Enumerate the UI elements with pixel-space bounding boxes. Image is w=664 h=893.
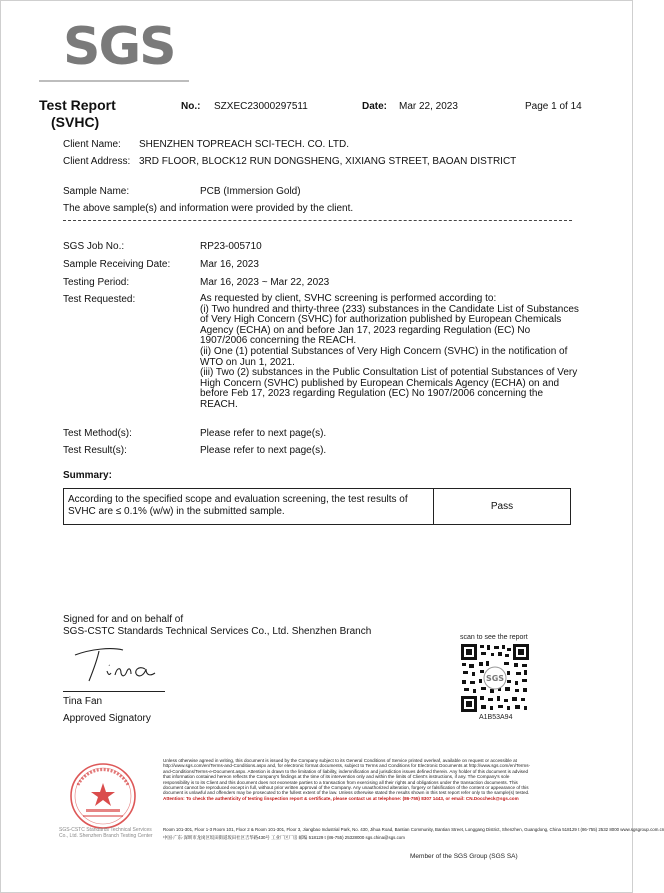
client-name-value: SHENZHEN TOPREACH SCI-TECH. CO. LTD. [139, 139, 350, 150]
sample-name-label: Sample Name: [63, 186, 130, 197]
report-subtitle: (SVHC) [51, 114, 100, 130]
summary-text: According to the specified scope and evaluation screening, the test results of SVHC are ≤ 0.1% (w/w) in the submitted sample. [64, 489, 434, 524]
summary-heading: Summary: [63, 470, 112, 481]
stamp-caption: SGS-CSTC Standards Technical Services Co., Ltd. Shenzhen Branch Testing Center [59, 827, 153, 839]
summary-result: Pass [490, 501, 514, 512]
testing-period-label: Testing Period: [63, 277, 130, 288]
test-requested-label: Test Requested: [63, 294, 136, 305]
signer-name: Tina Fan [63, 696, 103, 707]
test-requested-text [200, 294, 580, 411]
qr-caption: scan to see the report [460, 634, 528, 641]
client-name-label: Client Name: [63, 139, 121, 150]
report-no-value: SZXEC23000297511 [214, 101, 308, 112]
test-method-label: Test Method(s): [63, 428, 132, 439]
dashed-divider [63, 220, 572, 221]
report-no-label: No.: [181, 101, 201, 112]
page-number: Page 1 of 14 [525, 101, 582, 112]
signer-role: Approved Signatory [63, 713, 151, 724]
job-no-value: RP23-005710 [200, 241, 262, 252]
sgs-member: Member of the SGS Group (SGS SA) [410, 853, 518, 860]
qr-code-icon[interactable] [460, 643, 530, 713]
client-address-value: 3RD FLOOR, BLOCK12 RUN DONGSHENG, XIXIANG STREET, BAOAN DISTRICT [139, 156, 517, 167]
address-cn: 中国·广东·深圳市龙岗区坂田街道坂田社区吉华路430号 工业厂区厂房 邮编 518129 t (86-755) 25328000 sgs.china@sgs.com [163, 835, 405, 840]
sample-name-value: PCB (Immersion Gold) [200, 186, 301, 197]
job-no-label: SGS Job No.: [63, 241, 125, 252]
requested-line: As requested by client, SVHC screening is performed according to: [200, 293, 497, 304]
qr-code-text: A1B53A94 [479, 714, 513, 721]
address-en: Room 101-301, Floor 1-3 Room 101, Floor 2 & Room 101-301, Floor 3, Jiangbao Industrial Park, No. 430, Jihua Road, Bantian Community, Bantian Street, Longgang District, Shenzhen, Guangdong, China 518129 t (86-755) 2532 8000 www.sgsgroup.com.cn [163, 827, 664, 832]
handwritten-signature [71, 641, 161, 686]
requested-line: (i) Two hundred and thirty-three (233) substances in the Candidate List of Substances of Very High Concern (SVHC) for authorization published by European Chemicals Agency (ECHA) on and before Jan 17, 2023 regarding Regulation (EC) No 1907/2006 concerning the REACH. [200, 303, 579, 347]
signed-line2: SGS-CSTC Standards Technical Services Co., Ltd. Shenzhen Branch [63, 626, 372, 637]
logo-underline [39, 79, 189, 84]
client-address-label: Client Address: [63, 156, 131, 167]
attention-text: Attention: To check the authenticity of testing /inspection report & certificate, please contact us at telephone: (86-755) 8307 1443, or email: CN.Doccheck@sgs.com [163, 795, 519, 801]
receiving-date-label: Sample Receiving Date: [63, 259, 171, 270]
summary-table [63, 488, 571, 525]
sgs-logo: SGS [63, 17, 175, 77]
requested-line: (iii) Two (2) substances in the Public Consultation List of potential Substances of Very High Concern (SVHC) published by European Chemicals Agency (ECHA) on and before Feb 17, 2023 regarding Regulation (EC) No 1907/2006 concerning the REACH. [200, 367, 578, 410]
test-result-label: Test Result(s): [63, 445, 127, 456]
test-method-value: Please refer to next page(s). [200, 428, 327, 439]
report-title: Test Report [39, 97, 116, 113]
report-date-value: Mar 22, 2023 [399, 101, 458, 112]
sample-note: The above sample(s) and information were provided by the client. [63, 203, 354, 214]
test-result-value: Please refer to next page(s). [200, 445, 327, 456]
footer-address [163, 826, 664, 842]
fine-print-text: Unless otherwise agreed in writing, this document is issued by the Company subject to its General Conditions of Service printed overleaf, available on request or accessible at http://www.sgs.com/en/Terms-and-Conditions.aspx and, for electronic format documents, subject to Terms and Conditions for Electronic Documents at http://www.sgs.com/en/Terms-and-Conditions/Terms-e-Document.aspx. Attention is drawn to the limitation of liability, indemnification and jurisdiction issues defined therein. Any holder of this document is advised that information contained hereon reflects the Company's findings at the time of its intervention only and within the limits of Client's instructions, if any. The Company's sole responsibility is to its Client and this document does not exonerate parties to a transaction from exercising all their rights and obligations under the transaction documents. This document cannot be reproduced except in full, without prior written approval of the Company. Any unauthorized alteration, forgery or falsification of the content or appearance of this document is unlawful and offenders may be prosecuted to the fullest extent of the law. Unless otherwise stated the results shown in this test report refer only to the sample(s) tested. [163, 758, 531, 796]
report-date-label: Date: [362, 101, 388, 112]
footer-fine-print [163, 758, 535, 801]
receiving-date-value: Mar 16, 2023 [200, 259, 259, 270]
signature-line [63, 691, 165, 692]
signed-line1: Signed for and on behalf of [63, 614, 184, 625]
svg-text:SGS: SGS [485, 674, 505, 683]
requested-line: (ii) One (1) potential Substances of Very High Concern (SVHC) in the notification of WTO on Jun 1, 2021. [200, 345, 568, 368]
testing-period-value: Mar 16, 2023 ~ Mar 22, 2023 [200, 277, 330, 288]
